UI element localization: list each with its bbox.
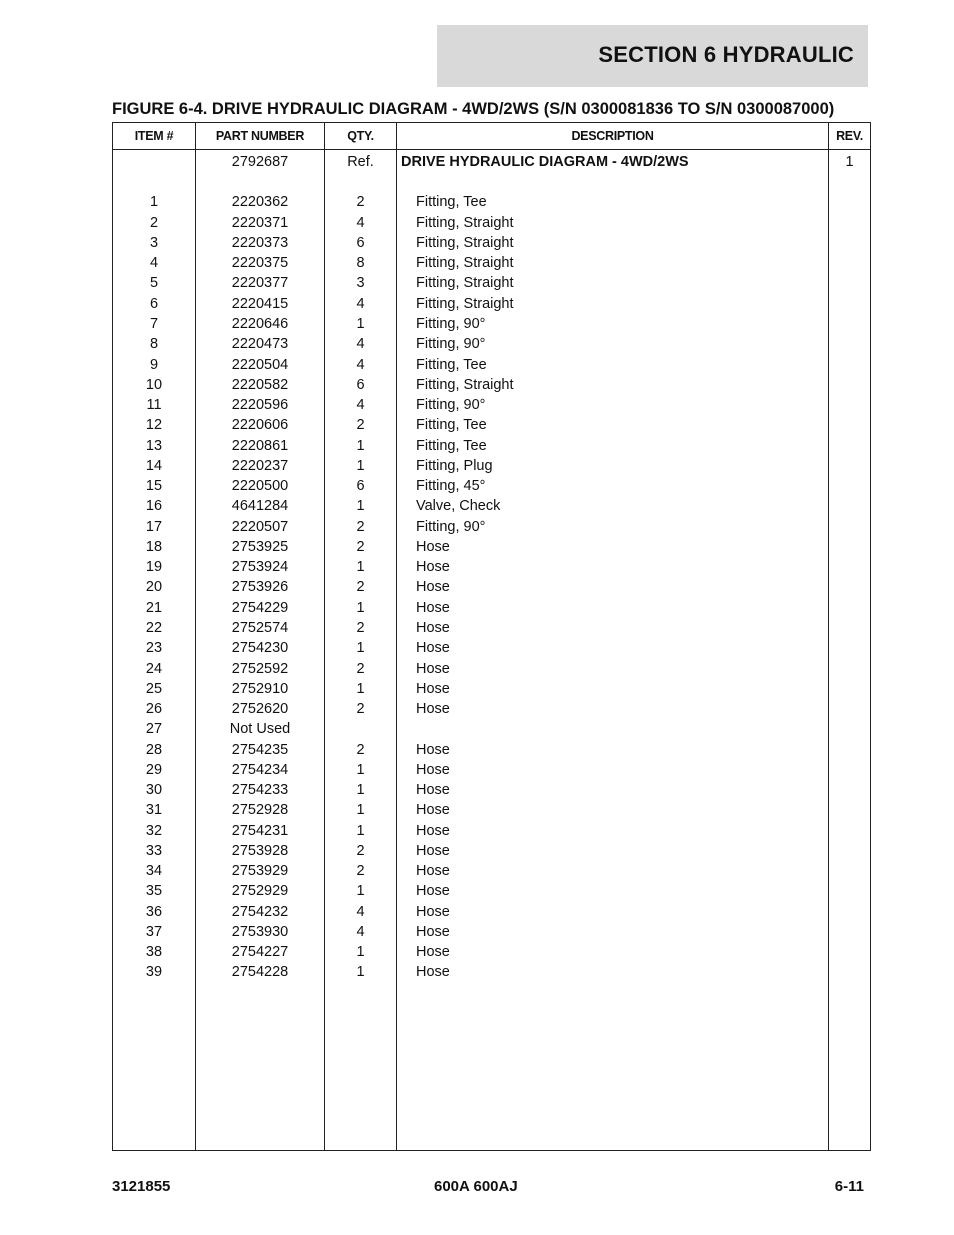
footer-document-number: 3121855 — [112, 1178, 171, 1195]
table-row — [113, 679, 871, 699]
item-number-cell: 37 — [113, 922, 196, 942]
part-number-cell: 2753929 — [196, 861, 325, 881]
part-number-cell: 2753926 — [196, 577, 325, 597]
item-number-cell: 21 — [113, 598, 196, 618]
description-cell: Fitting, Tee — [397, 415, 829, 435]
quantity-cell: 4 — [325, 902, 397, 922]
item-number-cell: 7 — [113, 314, 196, 334]
empty-cell — [829, 983, 871, 1151]
description-cell: Fitting, Straight — [397, 273, 829, 293]
table-row — [113, 273, 871, 293]
part-number-cell: 2754230 — [196, 638, 325, 658]
description-cell: Fitting, 90° — [397, 314, 829, 334]
table-row — [113, 699, 871, 719]
revision-cell — [829, 577, 871, 597]
description-cell — [397, 172, 829, 192]
table-row — [113, 354, 871, 374]
description-cell: Hose — [397, 881, 829, 901]
quantity-cell: 1 — [325, 962, 397, 982]
item-number-cell: 16 — [113, 496, 196, 516]
revision-cell — [829, 354, 871, 374]
item-number-cell: 29 — [113, 760, 196, 780]
description-cell: Fitting, Straight — [397, 213, 829, 233]
item-number-cell: 8 — [113, 334, 196, 354]
description-cell: Hose — [397, 618, 829, 638]
description-cell: Fitting, Tee — [397, 192, 829, 212]
item-number-cell: 3 — [113, 233, 196, 253]
quantity-cell: 2 — [325, 537, 397, 557]
table-row — [113, 739, 871, 759]
quantity-cell: 8 — [325, 253, 397, 273]
part-number-cell: 2752928 — [196, 800, 325, 820]
revision-cell — [829, 557, 871, 577]
revision-cell — [829, 476, 871, 496]
revision-cell — [829, 638, 871, 658]
description-cell: Hose — [397, 739, 829, 759]
table-row — [113, 841, 871, 861]
description-cell: Hose — [397, 679, 829, 699]
table-row — [113, 638, 871, 658]
revision-cell — [829, 780, 871, 800]
section-title: SECTION 6 HYDRAULIC — [598, 42, 854, 67]
table-row — [113, 658, 871, 678]
revision-cell — [829, 537, 871, 557]
quantity-cell: 1 — [325, 679, 397, 699]
part-number-cell: 2754234 — [196, 760, 325, 780]
part-number-cell: 2752574 — [196, 618, 325, 638]
description-cell: Fitting, 45° — [397, 476, 829, 496]
item-number-cell: 14 — [113, 456, 196, 476]
revision-cell — [829, 192, 871, 212]
revision-cell — [829, 800, 871, 820]
revision-cell — [829, 213, 871, 233]
description-cell: Hose — [397, 577, 829, 597]
part-number-cell: 2220606 — [196, 415, 325, 435]
table-row — [113, 821, 871, 841]
table-row — [113, 577, 871, 597]
description-cell: Hose — [397, 962, 829, 982]
table-header-row — [113, 123, 871, 150]
column-header-description: DESCRIPTION — [397, 123, 829, 150]
column-header-item: ITEM # — [113, 123, 196, 150]
table-row — [113, 314, 871, 334]
item-number-cell: 25 — [113, 679, 196, 699]
revision-cell — [829, 233, 871, 253]
revision-cell — [829, 598, 871, 618]
item-number-cell: 22 — [113, 618, 196, 638]
table-row — [113, 496, 871, 516]
quantity-cell: Ref. — [325, 150, 397, 173]
table-row — [113, 800, 871, 820]
item-number-cell: 28 — [113, 739, 196, 759]
quantity-cell: 1 — [325, 800, 397, 820]
parts-table — [112, 122, 871, 1151]
table-row — [113, 294, 871, 314]
quantity-cell: 1 — [325, 942, 397, 962]
footer-model: 600A 600AJ — [434, 1178, 518, 1195]
quantity-cell: 1 — [325, 314, 397, 334]
table-row — [113, 962, 871, 982]
item-number-cell — [113, 172, 196, 192]
part-number-cell: 2754229 — [196, 598, 325, 618]
quantity-cell: 2 — [325, 699, 397, 719]
description-cell: Hose — [397, 780, 829, 800]
table-row — [113, 395, 871, 415]
table-row — [113, 253, 871, 273]
description-cell: Valve, Check — [397, 496, 829, 516]
description-cell: Hose — [397, 598, 829, 618]
quantity-cell: 6 — [325, 476, 397, 496]
item-number-cell: 2 — [113, 213, 196, 233]
table-row — [113, 233, 871, 253]
description-cell: Fitting, Tee — [397, 435, 829, 455]
revision-cell — [829, 456, 871, 476]
empty-cell — [196, 983, 325, 1151]
revision-cell — [829, 760, 871, 780]
table-row — [113, 618, 871, 638]
item-number-cell: 31 — [113, 800, 196, 820]
revision-cell — [829, 679, 871, 699]
part-number-cell: 2220375 — [196, 253, 325, 273]
description-cell: Hose — [397, 942, 829, 962]
table-row — [113, 557, 871, 577]
table-row — [113, 150, 871, 173]
item-number-cell: 39 — [113, 962, 196, 982]
part-number-cell: 2754232 — [196, 902, 325, 922]
item-number-cell: 32 — [113, 821, 196, 841]
quantity-cell: 1 — [325, 435, 397, 455]
quantity-cell: 1 — [325, 760, 397, 780]
revision-cell — [829, 253, 871, 273]
part-number-cell: 2752592 — [196, 658, 325, 678]
part-number-cell: 2220473 — [196, 334, 325, 354]
table-row — [113, 456, 871, 476]
table-row — [113, 881, 871, 901]
part-number-cell: 2220377 — [196, 273, 325, 293]
revision-cell — [829, 902, 871, 922]
description-cell: Hose — [397, 760, 829, 780]
item-number-cell: 12 — [113, 415, 196, 435]
part-number-cell: 2753930 — [196, 922, 325, 942]
description-cell: Hose — [397, 537, 829, 557]
description-cell: Fitting, 90° — [397, 517, 829, 537]
item-number-cell: 36 — [113, 902, 196, 922]
description-cell: Hose — [397, 902, 829, 922]
part-number-cell: Not Used — [196, 719, 325, 739]
revision-cell — [829, 841, 871, 861]
quantity-cell: 4 — [325, 213, 397, 233]
section-header — [437, 25, 868, 87]
part-number-cell: 2220507 — [196, 517, 325, 537]
item-number-cell: 4 — [113, 253, 196, 273]
item-number-cell: 6 — [113, 294, 196, 314]
revision-cell — [829, 618, 871, 638]
revision-cell — [829, 294, 871, 314]
part-number-cell: 2754227 — [196, 942, 325, 962]
description-cell: Hose — [397, 557, 829, 577]
column-header-qty: QTY. — [325, 123, 397, 150]
part-number-cell: 2754228 — [196, 962, 325, 982]
part-number-cell: 2792687 — [196, 150, 325, 173]
quantity-cell — [325, 172, 397, 192]
revision-cell — [829, 314, 871, 334]
item-number-cell: 1 — [113, 192, 196, 212]
item-number-cell: 9 — [113, 354, 196, 374]
item-number-cell: 20 — [113, 577, 196, 597]
table-row — [113, 942, 871, 962]
revision-cell — [829, 435, 871, 455]
revision-cell — [829, 962, 871, 982]
revision-cell — [829, 375, 871, 395]
part-number-cell: 2220371 — [196, 213, 325, 233]
table-row — [113, 760, 871, 780]
part-number-cell: 2220373 — [196, 233, 325, 253]
item-number-cell: 26 — [113, 699, 196, 719]
part-number-cell: 2220504 — [196, 354, 325, 374]
item-number-cell: 27 — [113, 719, 196, 739]
table-row — [113, 415, 871, 435]
revision-cell — [829, 415, 871, 435]
quantity-cell: 4 — [325, 395, 397, 415]
description-cell: Fitting, 90° — [397, 395, 829, 415]
table-row — [113, 719, 871, 739]
revision-cell — [829, 881, 871, 901]
quantity-cell: 2 — [325, 577, 397, 597]
quantity-cell: 2 — [325, 658, 397, 678]
quantity-cell: 4 — [325, 354, 397, 374]
part-number-cell: 2220646 — [196, 314, 325, 334]
revision-cell — [829, 699, 871, 719]
quantity-cell: 1 — [325, 456, 397, 476]
quantity-cell: 1 — [325, 821, 397, 841]
quantity-cell: 1 — [325, 598, 397, 618]
item-number-cell: 35 — [113, 881, 196, 901]
description-cell: Fitting, Tee — [397, 354, 829, 374]
part-number-cell: 2753925 — [196, 537, 325, 557]
revision-cell — [829, 395, 871, 415]
item-number-cell: 18 — [113, 537, 196, 557]
part-number-cell: 2753924 — [196, 557, 325, 577]
description-cell: Hose — [397, 638, 829, 658]
revision-cell: 1 — [829, 150, 871, 173]
description-cell: Fitting, Straight — [397, 253, 829, 273]
column-header-rev: REV. — [829, 123, 871, 150]
revision-cell — [829, 172, 871, 192]
quantity-cell: 4 — [325, 922, 397, 942]
table-row — [113, 435, 871, 455]
description-cell — [397, 719, 829, 739]
description-cell: Hose — [397, 841, 829, 861]
quantity-cell: 1 — [325, 496, 397, 516]
revision-cell — [829, 861, 871, 881]
table-row — [113, 213, 871, 233]
quantity-cell: 2 — [325, 415, 397, 435]
table-row — [113, 598, 871, 618]
quantity-cell: 4 — [325, 334, 397, 354]
column-header-part-number: PART NUMBER — [196, 123, 325, 150]
quantity-cell: 1 — [325, 881, 397, 901]
revision-cell — [829, 719, 871, 739]
revision-cell — [829, 496, 871, 516]
empty-cell — [397, 983, 829, 1151]
footer-page-number: 6-11 — [834, 1178, 864, 1195]
part-number-cell: 4641284 — [196, 496, 325, 516]
part-number-cell: 2220500 — [196, 476, 325, 496]
part-number-cell: 2220596 — [196, 395, 325, 415]
description-cell: Hose — [397, 658, 829, 678]
table-row — [113, 902, 871, 922]
table-body — [113, 150, 871, 1151]
part-number-cell: 2220362 — [196, 192, 325, 212]
quantity-cell: 3 — [325, 273, 397, 293]
description-cell: Hose — [397, 699, 829, 719]
quantity-cell: 2 — [325, 192, 397, 212]
table-row — [113, 192, 871, 212]
description-cell: Fitting, Plug — [397, 456, 829, 476]
item-number-cell: 24 — [113, 658, 196, 678]
description-cell: DRIVE HYDRAULIC DIAGRAM - 4WD/2WS — [397, 150, 829, 173]
figure-title: FIGURE 6-4. DRIVE HYDRAULIC DIAGRAM - 4WD/2WS (S/N 0300081836 TO S/N 0300087000) — [112, 100, 835, 118]
item-number-cell — [113, 150, 196, 173]
empty-cell — [113, 983, 196, 1151]
part-number-cell: 2753928 — [196, 841, 325, 861]
table-row — [113, 537, 871, 557]
part-number-cell: 2752910 — [196, 679, 325, 699]
item-number-cell: 15 — [113, 476, 196, 496]
quantity-cell: 1 — [325, 557, 397, 577]
item-number-cell: 5 — [113, 273, 196, 293]
revision-cell — [829, 273, 871, 293]
description-cell: Fitting, Straight — [397, 233, 829, 253]
revision-cell — [829, 658, 871, 678]
revision-cell — [829, 942, 871, 962]
item-number-cell: 34 — [113, 861, 196, 881]
part-number-cell: 2220861 — [196, 435, 325, 455]
item-number-cell: 17 — [113, 517, 196, 537]
part-number-cell: 2220582 — [196, 375, 325, 395]
item-number-cell: 19 — [113, 557, 196, 577]
quantity-cell: 1 — [325, 780, 397, 800]
table-filler-row — [113, 983, 871, 1151]
item-number-cell: 33 — [113, 841, 196, 861]
revision-cell — [829, 922, 871, 942]
table-row — [113, 476, 871, 496]
item-number-cell: 11 — [113, 395, 196, 415]
description-cell: Fitting, Straight — [397, 294, 829, 314]
quantity-cell: 2 — [325, 841, 397, 861]
quantity-cell — [325, 719, 397, 739]
table-row — [113, 375, 871, 395]
table-row — [113, 780, 871, 800]
quantity-cell: 2 — [325, 861, 397, 881]
quantity-cell: 4 — [325, 294, 397, 314]
description-cell: Hose — [397, 922, 829, 942]
item-number-cell: 30 — [113, 780, 196, 800]
revision-cell — [829, 821, 871, 841]
table-row — [113, 861, 871, 881]
quantity-cell: 6 — [325, 233, 397, 253]
description-cell: Fitting, Straight — [397, 375, 829, 395]
table-row — [113, 334, 871, 354]
description-cell: Hose — [397, 800, 829, 820]
quantity-cell: 6 — [325, 375, 397, 395]
table-row — [113, 517, 871, 537]
item-number-cell: 38 — [113, 942, 196, 962]
revision-cell — [829, 334, 871, 354]
description-cell: Hose — [397, 861, 829, 881]
description-cell: Hose — [397, 821, 829, 841]
revision-cell — [829, 739, 871, 759]
description-cell: Fitting, 90° — [397, 334, 829, 354]
quantity-cell: 2 — [325, 517, 397, 537]
part-number-cell: 2752620 — [196, 699, 325, 719]
part-number-cell: 2754231 — [196, 821, 325, 841]
part-number-cell: 2754235 — [196, 739, 325, 759]
part-number-cell: 2220237 — [196, 456, 325, 476]
item-number-cell: 23 — [113, 638, 196, 658]
quantity-cell: 2 — [325, 618, 397, 638]
part-number-cell: 2754233 — [196, 780, 325, 800]
revision-cell — [829, 517, 871, 537]
item-number-cell: 13 — [113, 435, 196, 455]
item-number-cell: 10 — [113, 375, 196, 395]
table-row — [113, 172, 871, 192]
part-number-cell: 2752929 — [196, 881, 325, 901]
quantity-cell: 2 — [325, 739, 397, 759]
quantity-cell: 1 — [325, 638, 397, 658]
empty-cell — [325, 983, 397, 1151]
part-number-cell: 2220415 — [196, 294, 325, 314]
table-row — [113, 922, 871, 942]
part-number-cell — [196, 172, 325, 192]
